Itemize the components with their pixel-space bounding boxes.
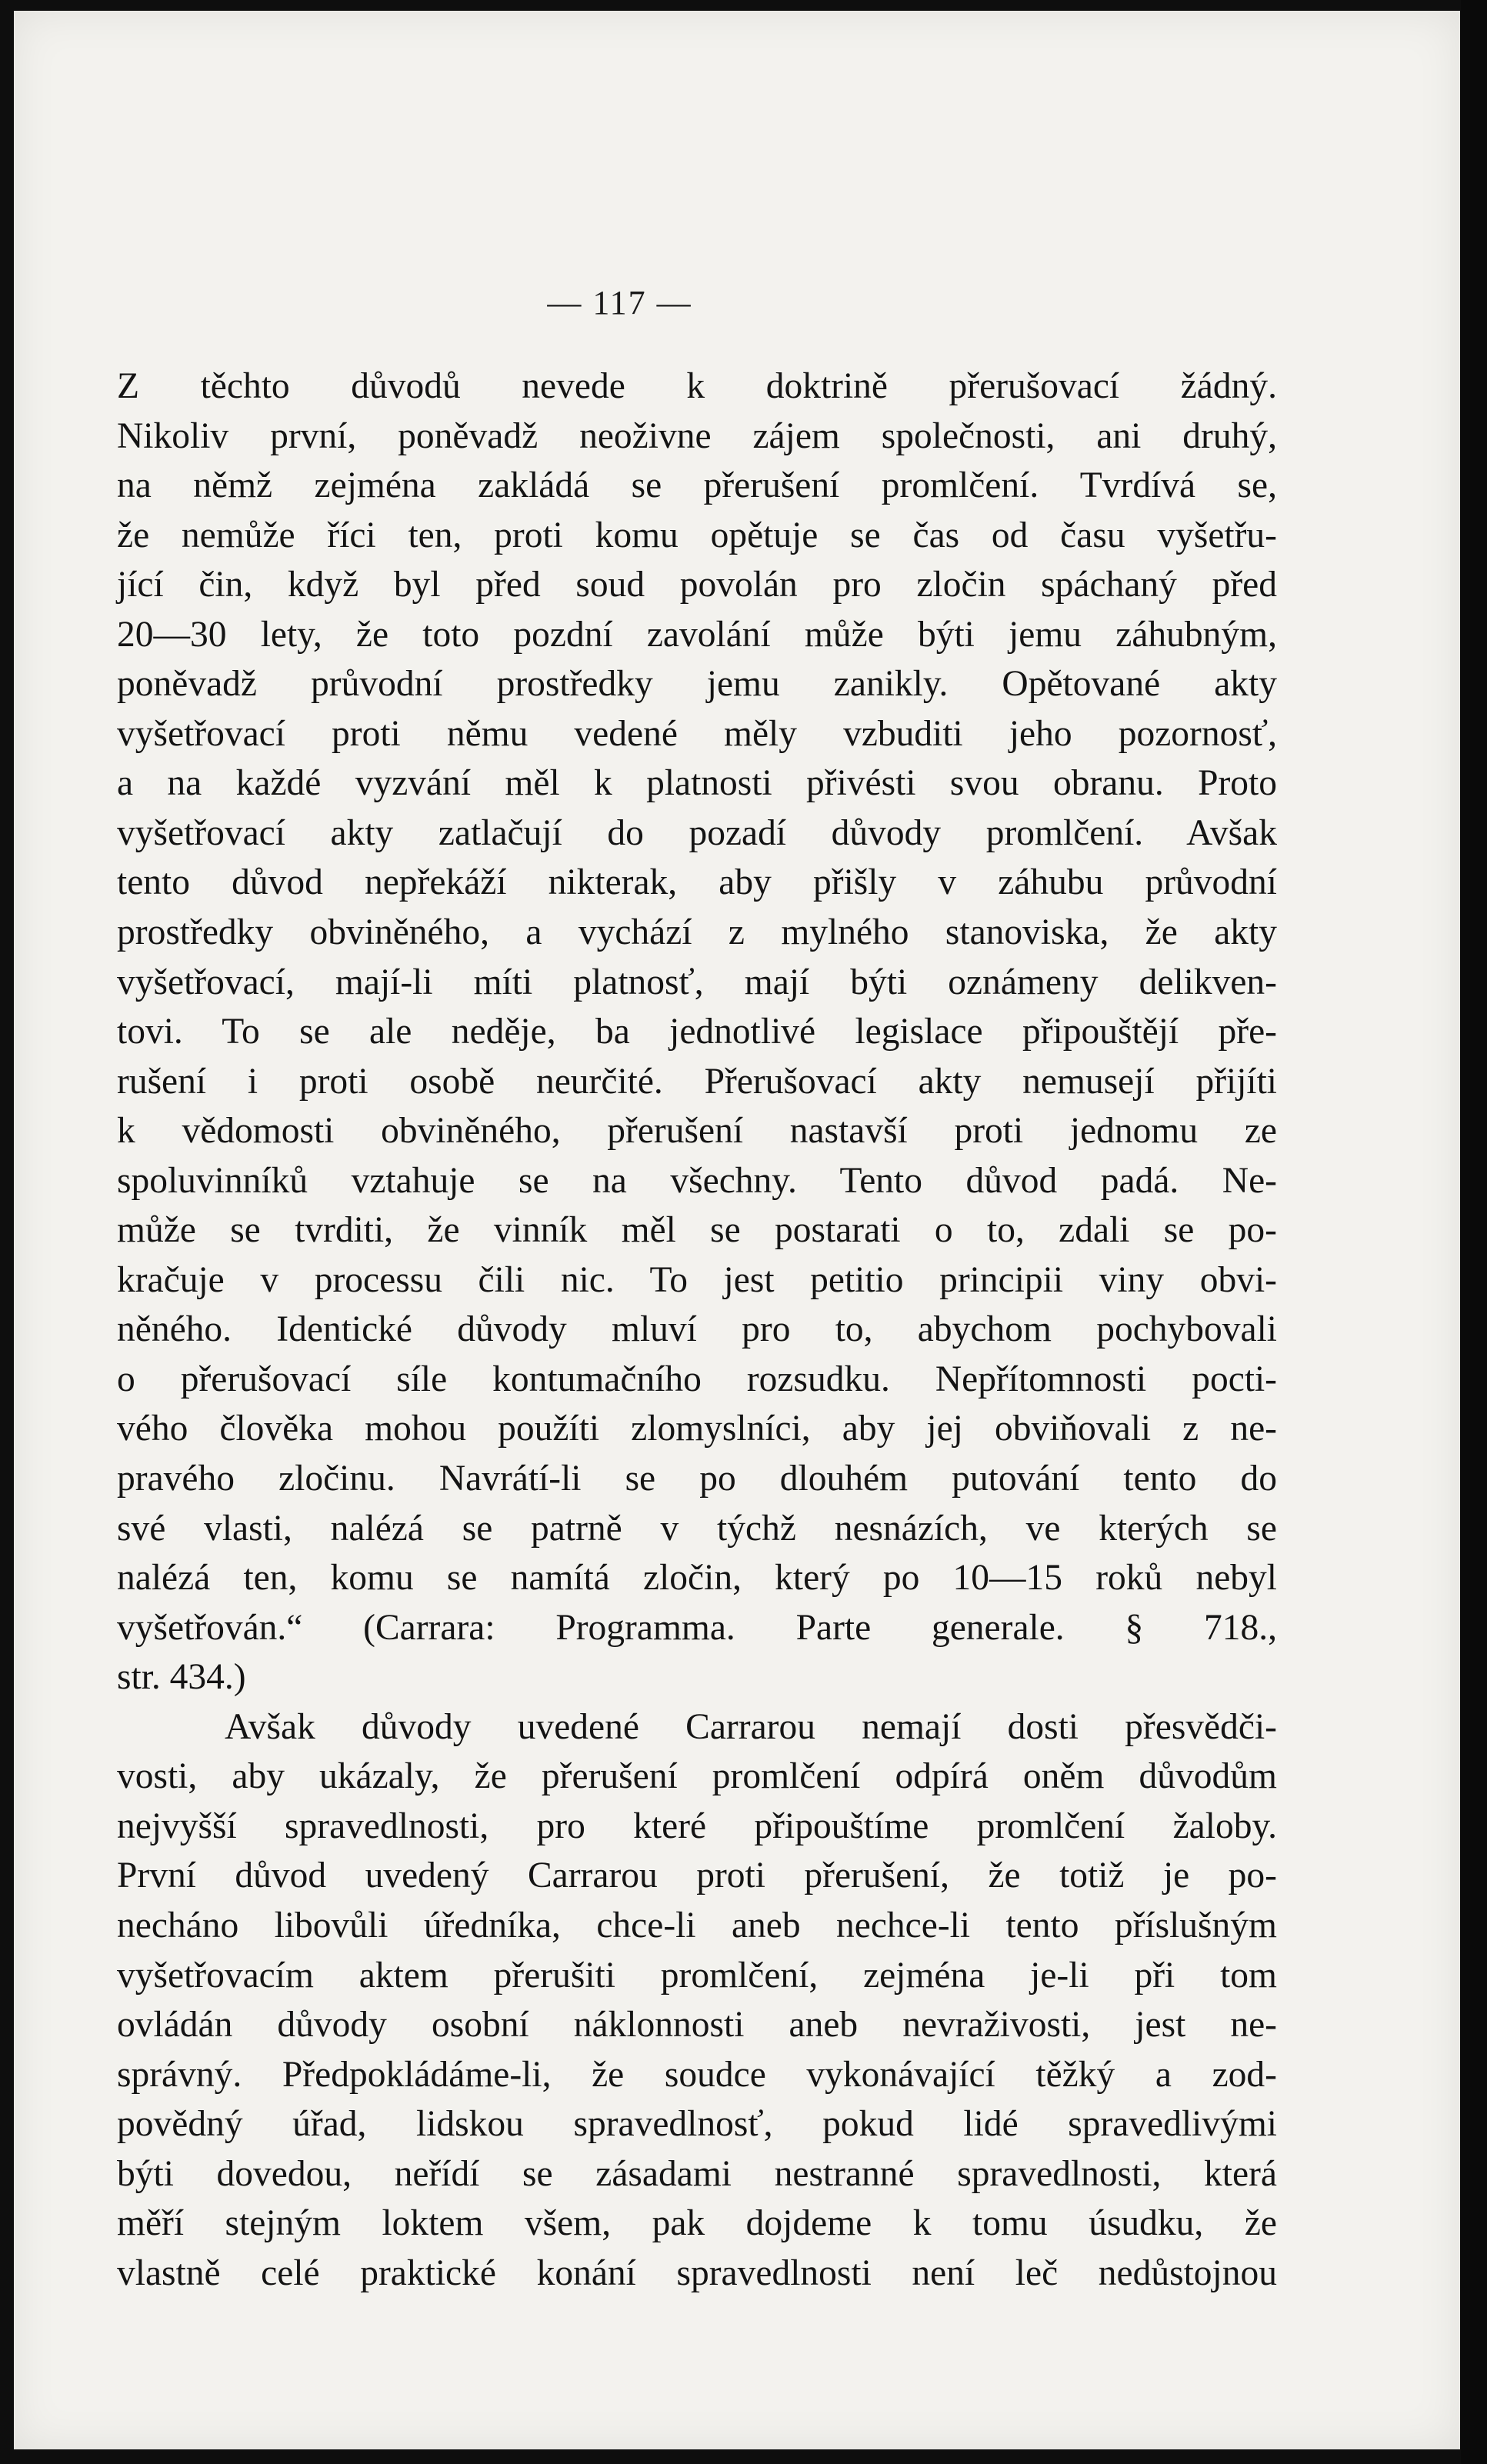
text-line: vého člověka mohou použíti zlomyslníci, aby jej obviňovali z ne-	[117, 1409, 1277, 1449]
text-line: rušení i proti osobě neurčité. Přerušovací akty nemusejí přijíti	[117, 1061, 1277, 1102]
text-line: jící čin, když byl před soud povolán pro zločin spáchaný před	[117, 565, 1277, 605]
text-line: správný. Předpokládáme-li, že soudce vykonávající těžký a zod-	[117, 2054, 1277, 2095]
book-page	[14, 11, 1460, 2449]
text-line: necháno libovůli úředníka, chce-li aneb nechce-li tento příslušným	[117, 1905, 1277, 1946]
text-line: vosti, aby ukázaly, že přerušení promlčení odpírá oněm důvodům	[117, 1756, 1277, 1797]
text-line: prostředky obviněného, a vychází z mylného stanoviska, že akty	[117, 912, 1277, 953]
page-number: — 117 —	[547, 284, 692, 322]
text-line: str. 434.)	[117, 1657, 246, 1698]
text-line: své vlasti, nalézá se patrně v týchž nesnázích, ve kterých se	[117, 1508, 1277, 1549]
text-line: vyšetřován.“ (Carrara: Programma. Parte generale. § 718.,	[117, 1607, 1277, 1648]
text-line: vyšetřovací, mají-li míti platnosť, mají býti oznámeny delikven-	[117, 962, 1277, 1002]
text-line: Z těchto důvodů nevede k doktrině přerušovací žádný.	[117, 366, 1277, 406]
text-line: nalézá ten, komu se namítá zločin, který po 10—15 roků nebyl	[117, 1558, 1277, 1599]
text-line: pravého zločinu. Navrátí-li se po dlouhém putování tento do	[117, 1459, 1277, 1499]
text-line: nejvyšší spravedlnosti, pro které připouštíme promlčení žaloby.	[117, 1805, 1277, 1846]
text-line: něného. Identické důvody mluví pro to, abychom pochybovali	[117, 1309, 1277, 1350]
text-line: vlastně celé praktické konání spravedlnosti není leč nedůstojnou	[117, 2252, 1277, 2293]
text-line: a na každé vyzvání měl k platnosti přivésti svou obranu. Proto	[117, 763, 1277, 804]
text-line: k vědomosti obviněného, přerušení nastavší proti jednomu ze	[117, 1111, 1277, 1152]
text-line: na němž zejména zakládá se přerušení promlčení. Tvrdívá se,	[117, 465, 1277, 506]
text-line: vyšetřovacím aktem přerušiti promlčení, zejména je-li při tom	[117, 1955, 1277, 1996]
text-line: 20—30 lety, že toto pozdní zavolání může býti jemu záhubným,	[117, 614, 1277, 655]
text-line: tovi. To se ale neděje, ba jednotlivé legislace připouštějí pře-	[117, 1012, 1277, 1052]
text-line: ovládán důvody osobní náklonnosti aneb nevraživosti, jest ne-	[117, 2005, 1277, 2046]
text-line: o přerušovací síle kontumačního rozsudku. Nepřítomnosti pocti-	[117, 1359, 1277, 1399]
text-line: může se tvrditi, že vinník měl se postarati o to, zdali se po-	[117, 1210, 1277, 1251]
text-line: býti dovedou, neřídí se zásadami nestranné spravedlnosti, která	[117, 2153, 1277, 2194]
text-line: spoluvinníků vztahuje se na všechny. Tento důvod padá. Ne-	[117, 1160, 1277, 1201]
text-line: poněvadž průvodní prostředky jemu zanikly. Opětované akty	[117, 664, 1277, 705]
scan-edge	[1461, 0, 1487, 2464]
text-line: měří stejným loktem všem, pak dojdeme k tomu úsudku, že	[117, 2203, 1277, 2244]
text-line: kračuje v processu čili nic. To jest petitio principii viny obvi-	[117, 1259, 1277, 1300]
body-text	[117, 362, 1277, 2298]
text-line: tento důvod nepřekáží nikterak, aby přišly v záhubu průvodní	[117, 862, 1277, 903]
text-line: povědný úřad, lidskou spravedlnosť, pokud lidé spravedlivými	[117, 2104, 1277, 2145]
text-line: Nikoliv první, poněvadž neoživne zájem společnosti, ani druhý,	[117, 415, 1277, 456]
text-line: že nemůže říci ten, proti komu opětuje se čas od času vyšetřu-	[117, 515, 1277, 555]
text-line: První důvod uvedený Carrarou proti přerušení, že totiž je po-	[117, 1856, 1277, 1896]
text-line: vyšetřovací proti němu vedené měly vzbuditi jeho pozornosť,	[117, 713, 1277, 754]
text-line: vyšetřovací akty zatlačují do pozadí důvody promlčení. Avšak	[117, 812, 1277, 853]
text-line: Avšak důvody uvedené Carrarou nemají dosti přesvědči-	[225, 1706, 1277, 1747]
